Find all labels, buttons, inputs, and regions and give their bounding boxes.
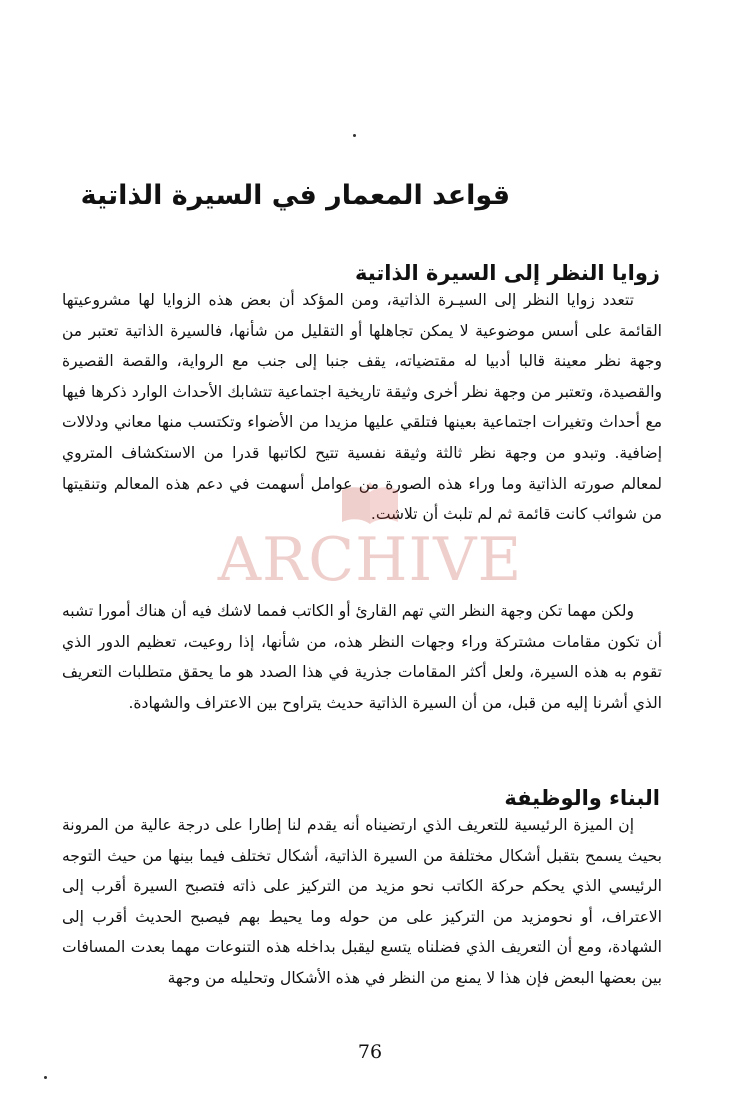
page-title: قواعد المعمار في السيرة الذاتية [80, 180, 510, 212]
paragraph: إن الميزة الرئيسية للتعريف الذي ارتضيناه أنه يقدم لنا إطارا على درجة عالية من المرونة بحيث يسمح بتقبل أشكال مختلفة من السيرة الذاتية، أشكال تختلف فيما بينها من حيث التوجه الرئيسي الذي يحكم حركة الكاتب نحو مزيد من التركيز على ذاته فتصبح السيرة أقرب إلى الاعتراف، أو نحومزيد من التركيز على من حوله وما يحيط بهم فيصبح الحديث أقرب إلى الشهادة، ومع أن التعريف الذي فضلناه يتسع ليقبل بداخله هذه التنوعات مهما بعدت المسافات بين بعضها البعض فإن هذا لا يمنع من النظر في هذه الأشكال وتحليله من وجهة [62, 816, 662, 987]
page-speck [353, 134, 356, 137]
watermark-text: ARCHIVE [217, 525, 523, 595]
page-speck [44, 1076, 47, 1079]
paragraph: تتعدد زوايا النظر إلى السيـرة الذاتية، ومن المؤكد أن بعض هذه الزوايا لها مشروعيتها القائمة على أسس موضوعية لا يمكن تجاهلها أو التقليل من شأنها، فالسيرة الذاتية تعتبر من وجهة نظر معينة قالبا أدبيا له مقتضياته، يقف جنبا إلى جنب مع الرواية، والقصة القصيرة والقصيدة، وتعتبر من وجهة نظر أخرى وثيقة تاريخية اجتماعية تتشابك الأحداث الوارد ذكرها فيها مع أحداث وتغيرات اجتماعية بعينها فتلقي عليها مزيدا من الأضواء وتكتسب منها معاني ودلالات إضافية. وتبدو من وجهة نظر ثالثة وثيقة نفسية تتيح لكاتبها قدرا من الاستكشاف المتروي لمعالم صورته الذاتية وما وراء هذه الصورة من عوامل أسهمت في دعم هذه المعالم وتنقيتها من شوائب كانت قائمة ثم لم تلبث أن تلاشت. [62, 291, 662, 524]
section-heading: البناء والوظيفة [504, 786, 660, 811]
paragraph: ولكن مهما تكن وجهة النظر التي تهم القارئ أو الكاتب فمما لاشك فيه أن هناك أمورا تشبه أن تكون مقامات مشتركة وراء وجهات النظر هذه، من شأنها، إذا روعيت، تعظيم الدور الذي تقوم به هذه السيرة، ولعل أكثر المقامات جذرية في هذا الصدد هو ما يحقق متطلبات التعريف الذي أشرنا إليه من قبل، من أن السيرة الذاتية حديث يتراوح بين الاعتراف والشهادة. [62, 602, 662, 712]
page-number: 76 [357, 1041, 383, 1063]
section-heading: زوايا النظر إلى السيرة الذاتية [355, 261, 660, 286]
